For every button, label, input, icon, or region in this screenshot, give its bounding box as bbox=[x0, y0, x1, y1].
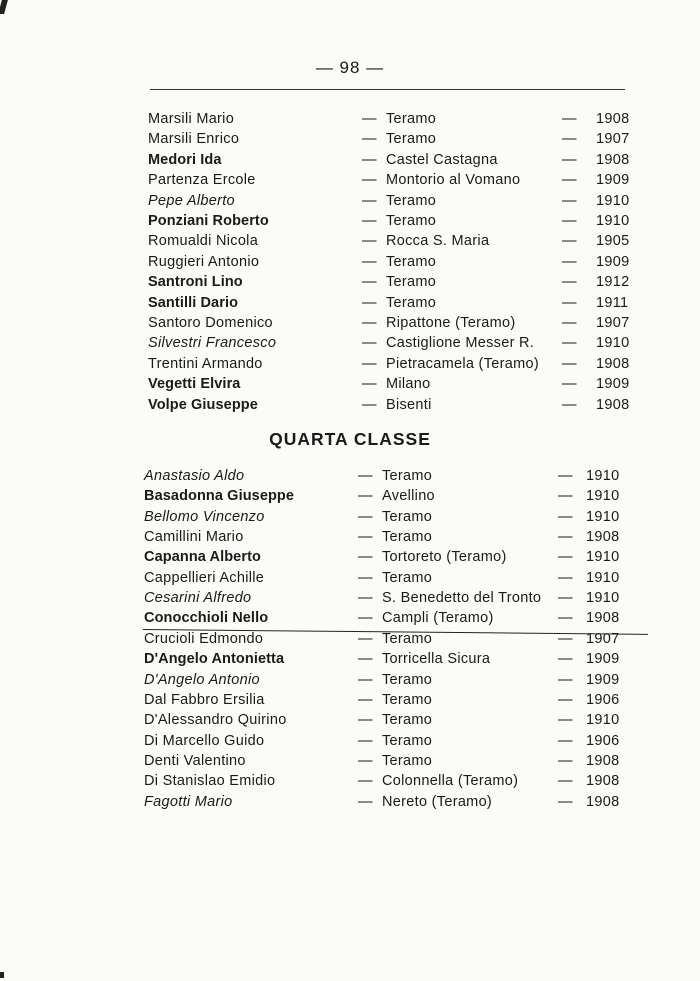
dash-separator: — bbox=[562, 151, 577, 168]
birthplace: Teramo bbox=[386, 253, 437, 270]
person-name: Marsili Mario bbox=[148, 111, 235, 127]
person-name: Conocchioli Nello bbox=[144, 610, 269, 627]
dash-separator: — bbox=[358, 610, 373, 627]
birth-year: 1912 bbox=[596, 274, 630, 291]
birthplace: Teramo bbox=[382, 508, 433, 525]
person-name: Di Marcello Guido bbox=[144, 732, 265, 749]
birthplace: Pietracamela (Teramo) bbox=[386, 355, 539, 372]
list-item bbox=[144, 751, 634, 771]
birth-year: 1908 bbox=[596, 111, 630, 127]
birthplace: Teramo bbox=[386, 294, 437, 311]
dash-separator: — bbox=[362, 111, 377, 127]
dash-separator: — bbox=[358, 508, 373, 525]
birth-year: 1910 bbox=[596, 335, 630, 352]
dash-separator: — bbox=[362, 253, 377, 270]
dash-separator: — bbox=[558, 529, 573, 546]
birthplace: Nereto (Teramo) bbox=[382, 793, 493, 810]
dash-separator: — bbox=[358, 488, 373, 505]
person-name: Vegetti Elvira bbox=[148, 376, 241, 393]
dash-separator: — bbox=[362, 192, 377, 209]
dash-separator: — bbox=[562, 376, 577, 393]
list-item bbox=[148, 170, 638, 190]
dash-separator: — bbox=[558, 610, 573, 627]
person-name: Romualdi Nicola bbox=[148, 233, 259, 250]
list-item bbox=[148, 272, 638, 292]
list-item bbox=[148, 293, 638, 313]
person-name: Camillini Mario bbox=[144, 529, 244, 546]
person-name: D'Angelo Antonio bbox=[144, 671, 260, 688]
person-name: Silvestri Francesco bbox=[148, 335, 277, 352]
dash-separator: — bbox=[562, 213, 577, 229]
dash-separator: — bbox=[358, 712, 373, 729]
birth-year: 1908 bbox=[586, 773, 620, 790]
person-name: Capanna Alberto bbox=[144, 549, 261, 566]
dash-separator: — bbox=[558, 590, 573, 607]
list-item bbox=[144, 690, 634, 710]
list-item bbox=[144, 710, 634, 730]
list-item bbox=[148, 109, 638, 129]
list-item bbox=[144, 547, 634, 567]
dash-separator: — bbox=[558, 773, 573, 790]
list-item bbox=[144, 466, 634, 486]
dash-separator: — bbox=[362, 151, 377, 168]
corner-mark bbox=[0, 0, 8, 14]
birth-year: 1908 bbox=[586, 529, 620, 546]
person-name: Volpe Giuseppe bbox=[148, 396, 258, 413]
birthplace: Castiglione Messer R. bbox=[386, 335, 535, 352]
list-item bbox=[148, 252, 638, 272]
birth-year: 1908 bbox=[586, 610, 620, 627]
birth-year: 1910 bbox=[586, 549, 620, 566]
birthplace: Castel Castagna bbox=[386, 151, 498, 168]
dash-separator: — bbox=[358, 569, 373, 586]
birthplace: Teramo bbox=[386, 131, 437, 148]
dash-separator: — bbox=[558, 630, 573, 647]
dash-separator: — bbox=[358, 549, 373, 566]
birthplace: Torricella Sicura bbox=[382, 651, 491, 668]
birthplace: Teramo bbox=[382, 691, 433, 708]
person-name: Anastasio Aldo bbox=[144, 468, 245, 484]
birthplace: S. Benedetto del Tronto bbox=[382, 590, 542, 607]
list-item bbox=[148, 191, 638, 211]
list-item bbox=[148, 150, 638, 170]
dash-separator: — bbox=[358, 671, 373, 688]
birth-year: 1907 bbox=[586, 630, 620, 647]
person-name: Pepe Alberto bbox=[148, 192, 235, 209]
birthplace: Teramo bbox=[382, 569, 433, 586]
dash-separator: — bbox=[562, 335, 577, 352]
dash-separator: — bbox=[358, 691, 373, 708]
list-item bbox=[144, 568, 634, 588]
dash-separator: — bbox=[562, 172, 577, 189]
birthplace: Teramo bbox=[386, 111, 437, 127]
dash-separator: — bbox=[362, 213, 377, 229]
dash-separator: — bbox=[358, 773, 373, 790]
dash-separator: — bbox=[358, 529, 373, 546]
dash-separator: — bbox=[362, 355, 377, 372]
dash-separator: — bbox=[362, 396, 377, 413]
list-item bbox=[144, 731, 634, 751]
dash-separator: — bbox=[358, 630, 373, 647]
person-name: Santroni Lino bbox=[148, 274, 243, 291]
birthplace: Teramo bbox=[386, 213, 437, 229]
dash-separator: — bbox=[562, 111, 577, 127]
list-item bbox=[148, 313, 638, 333]
dash-separator: — bbox=[558, 508, 573, 525]
list-item bbox=[144, 608, 634, 628]
list-item bbox=[144, 792, 634, 812]
person-name: Trentini Armando bbox=[148, 355, 263, 372]
dash-separator: — bbox=[362, 376, 377, 393]
dash-separator: — bbox=[558, 468, 573, 484]
list-item bbox=[148, 129, 638, 149]
birth-year: 1908 bbox=[596, 151, 630, 168]
dash-separator: — bbox=[562, 131, 577, 148]
birthplace: Rocca S. Maria bbox=[386, 233, 490, 250]
person-name: Ponziani Roberto bbox=[148, 213, 269, 229]
dash-separator: — bbox=[362, 294, 377, 311]
person-name: D'Alessandro Quirino bbox=[144, 712, 287, 729]
dash-separator: — bbox=[358, 468, 373, 484]
birthplace: Avellino bbox=[382, 488, 435, 505]
birth-year: 1910 bbox=[586, 712, 620, 729]
list-item bbox=[144, 649, 634, 669]
birth-year: 1910 bbox=[586, 569, 620, 586]
birthplace: Bisenti bbox=[386, 396, 432, 413]
person-name: D'Angelo Antonietta bbox=[144, 651, 285, 668]
birthplace: Teramo bbox=[382, 752, 433, 769]
birth-year: 1910 bbox=[586, 508, 620, 525]
birth-year: 1908 bbox=[596, 355, 630, 372]
birth-year: 1909 bbox=[586, 651, 620, 668]
dash-separator: — bbox=[358, 732, 373, 749]
dash-separator: — bbox=[558, 752, 573, 769]
dash-separator: — bbox=[558, 712, 573, 729]
person-name: Cesarini Alfredo bbox=[144, 590, 252, 607]
person-name: Santilli Dario bbox=[148, 294, 239, 311]
dash-separator: — bbox=[562, 315, 577, 331]
person-name: Partenza Ercole bbox=[148, 172, 256, 189]
list-item bbox=[144, 507, 634, 527]
dash-separator: — bbox=[362, 131, 377, 148]
birthplace: Ripattone (Teramo) bbox=[386, 315, 516, 331]
person-name: Dal Fabbro Ersilia bbox=[144, 691, 265, 708]
dash-separator: — bbox=[362, 172, 377, 189]
dash-separator: — bbox=[558, 651, 573, 668]
dash-separator: — bbox=[558, 732, 573, 749]
birth-year: 1909 bbox=[586, 671, 620, 688]
list-item bbox=[148, 395, 638, 415]
dash-separator: — bbox=[558, 549, 573, 566]
birth-year: 1909 bbox=[596, 376, 630, 393]
person-name: Crucioli Edmondo bbox=[144, 630, 264, 647]
person-name: Medori Ida bbox=[148, 151, 222, 168]
dash-separator: — bbox=[358, 752, 373, 769]
dash-separator: — bbox=[362, 315, 377, 331]
dash-separator: — bbox=[362, 274, 377, 291]
dash-separator: — bbox=[562, 396, 577, 413]
birth-year: 1908 bbox=[596, 396, 630, 413]
person-name: Marsili Enrico bbox=[148, 131, 240, 148]
dash-separator: — bbox=[562, 355, 577, 372]
birth-year: 1907 bbox=[596, 131, 630, 148]
dash-separator: — bbox=[562, 294, 577, 311]
dash-separator: — bbox=[562, 233, 577, 250]
birth-year: 1906 bbox=[586, 732, 620, 749]
birth-year: 1910 bbox=[596, 192, 630, 209]
person-name: Fagotti Mario bbox=[144, 793, 233, 810]
birth-year: 1908 bbox=[586, 752, 620, 769]
birthplace: Teramo bbox=[386, 192, 437, 209]
dash-separator: — bbox=[558, 488, 573, 505]
birth-year: 1909 bbox=[596, 172, 630, 189]
birth-year: 1910 bbox=[586, 590, 620, 607]
page-number: — 98 — bbox=[315, 58, 385, 77]
birthplace: Tortoreto (Teramo) bbox=[382, 549, 507, 566]
list-item bbox=[148, 231, 638, 251]
birthplace: Montorio al Vomano bbox=[386, 172, 521, 189]
birth-year: 1907 bbox=[596, 315, 630, 331]
birth-year: 1910 bbox=[586, 468, 620, 484]
birthplace: Teramo bbox=[382, 712, 433, 729]
dash-separator: — bbox=[362, 335, 377, 352]
section-heading: QUARTA CLASSE bbox=[269, 429, 431, 449]
list-item bbox=[148, 333, 638, 353]
dash-separator: — bbox=[558, 793, 573, 810]
birth-year: 1911 bbox=[596, 294, 629, 311]
list-item bbox=[144, 771, 634, 791]
list-item bbox=[144, 670, 634, 690]
person-name: Ruggieri Antonio bbox=[148, 253, 260, 270]
dash-separator: — bbox=[562, 253, 577, 270]
birthplace: Teramo bbox=[386, 274, 437, 291]
corner-mark bbox=[0, 972, 4, 978]
birth-year: 1909 bbox=[596, 253, 630, 270]
list-item bbox=[144, 486, 634, 506]
dash-separator: — bbox=[362, 233, 377, 250]
dash-separator: — bbox=[558, 671, 573, 688]
birthplace: Teramo bbox=[382, 468, 433, 484]
list-item bbox=[148, 354, 638, 374]
header-rule bbox=[150, 89, 625, 90]
birth-year: 1908 bbox=[586, 793, 620, 810]
dash-separator: — bbox=[558, 691, 573, 708]
birth-year: 1910 bbox=[586, 488, 620, 505]
dash-separator: — bbox=[358, 793, 373, 810]
list-item bbox=[144, 527, 634, 547]
person-name: Di Stanislao Emidio bbox=[144, 773, 276, 790]
birth-year: 1906 bbox=[586, 691, 620, 708]
person-name: Bellomo Vincenzo bbox=[144, 508, 265, 525]
list-item bbox=[148, 211, 638, 231]
dash-separator: — bbox=[358, 651, 373, 668]
birthplace: Teramo bbox=[382, 630, 433, 647]
birthplace: Milano bbox=[386, 376, 431, 393]
birth-year: 1910 bbox=[596, 213, 630, 229]
dash-separator: — bbox=[358, 590, 373, 607]
dash-separator: — bbox=[558, 569, 573, 586]
person-name: Cappellieri Achille bbox=[144, 569, 265, 586]
dash-separator: — bbox=[562, 192, 577, 209]
person-name: Basadonna Giuseppe bbox=[144, 488, 295, 505]
birthplace: Teramo bbox=[382, 732, 433, 749]
list-item bbox=[148, 374, 638, 394]
birthplace: Teramo bbox=[382, 529, 433, 546]
list-item bbox=[144, 588, 634, 608]
birthplace: Colonnella (Teramo) bbox=[382, 773, 519, 790]
dash-separator: — bbox=[562, 274, 577, 291]
birthplace: Teramo bbox=[382, 671, 433, 688]
birthplace: Campli (Teramo) bbox=[382, 610, 494, 627]
person-name: Denti Valentino bbox=[144, 752, 246, 769]
birth-year: 1905 bbox=[596, 233, 630, 250]
person-name: Santoro Domenico bbox=[148, 315, 273, 331]
